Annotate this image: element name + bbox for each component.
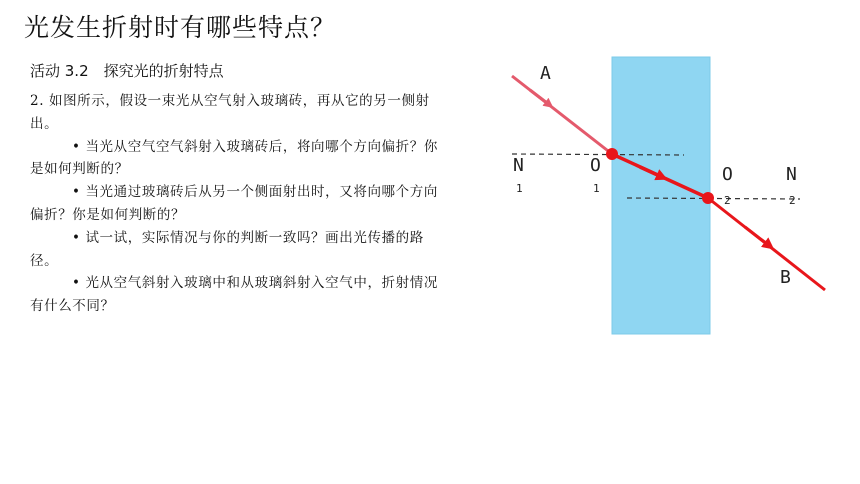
incidence-point-o1 xyxy=(606,148,618,160)
incident-ray xyxy=(512,76,612,154)
question-intro: 2. 如图所示，假设一束光从空气射入玻璃砖，再从它的另一侧射出。 xyxy=(30,93,430,132)
label-n1-subscript: 1 xyxy=(516,182,523,195)
question-item-1: • 当光从空气空气斜射入玻璃砖后，将向哪个方向偏折？你是如何判断的？ xyxy=(30,138,438,178)
glass-block xyxy=(612,57,710,334)
question-item-3: • 试一试，实际情况与你的判断一致吗？画出光传播的路径。 xyxy=(30,229,424,269)
label-o2-subscript: 2 xyxy=(724,194,731,207)
activity-heading: 活动 3.2 探究光的折射特点 xyxy=(30,62,224,80)
label-n2: N xyxy=(786,164,797,185)
label-n2-subscript: 2 xyxy=(789,194,796,207)
emergent-ray-arrow xyxy=(745,227,771,247)
label-a: A xyxy=(540,63,551,84)
question-item-4: • 光从空气斜射入玻璃中和从玻璃斜射入空气中，折射情况有什么不同？ xyxy=(30,275,438,315)
label-o1-subscript: 1 xyxy=(593,182,600,195)
slide-title: 光发生折射时有哪些特点？ xyxy=(24,13,337,42)
incident-ray-arrow xyxy=(530,90,551,106)
label-n1: N xyxy=(513,155,524,176)
label-o1: O xyxy=(590,155,601,176)
question-item-2: • 当光通过玻璃砖后从另一个侧面射出时，又将向哪个方向偏折？你是如何判断的？ xyxy=(30,184,438,223)
exit-point-o2 xyxy=(702,192,714,204)
label-o2: O xyxy=(722,164,733,185)
label-b: B xyxy=(780,267,791,288)
